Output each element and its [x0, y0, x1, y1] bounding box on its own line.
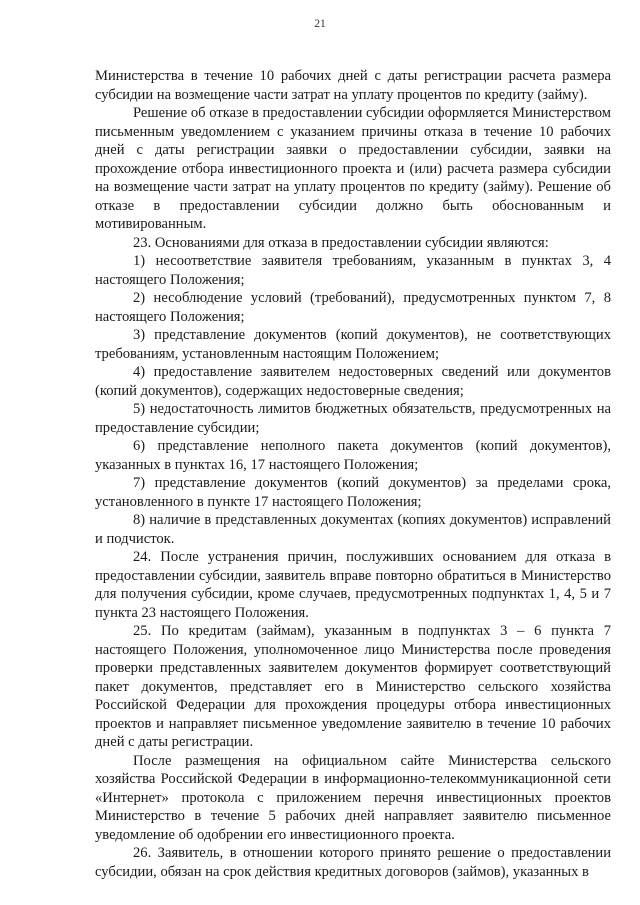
paragraph: Решение об отказе в предоставлении субсидии оформляется Министерством письменным уведомлением с указанием причины отказа в течение 10 рабочих дней с даты регистрации заявки о предоставлении субсидии, заявки на прохождение отбора инвестиционного проекта и (или) расчета размера субсидии на возмещение части затрат на уплату процентов по кредиту (займу). Решение об отказе в предоставлении субсидии должно быть обоснованным и мотивированным. — [95, 105, 611, 232]
page-number: 21 — [314, 18, 326, 30]
paragraph: Министерства в течение 10 рабочих дней с даты регистрации расчета размера субсидии на возмещение части затрат на уплату процентов по кредиту (займу). — [95, 68, 611, 103]
paragraph: После размещения на официальном сайте Министерства сельского хозяйства Российской Федерации в информационно-телекоммуникационной сети «Интернет» протокола с приложением перечня инвестиционных проектов Министерство в течение 5 рабочих дней направляет заявителю письменное уведомление об одобрении его инвестиционного проекта. — [95, 752, 611, 843]
paragraph: 26. Заявитель, в отношении которого принято решение о предоставлении субсидии, обязан на срок действия кредитных договоров (займов), указанных в — [95, 845, 611, 880]
list-item: 7) представление документов (копий документов) за пределами срока, установленного в пункте 17 настоящего Положения; — [95, 475, 611, 510]
list-item: 2) несоблюдение условий (требований), предусмотренных пунктом 7, 8 настоящего Положения; — [95, 290, 611, 325]
list-item: 5) недостаточность лимитов бюджетных обязательств, предусмотренных на предоставление субсидии; — [95, 401, 611, 436]
paragraph: 25. По кредитам (займам), указанным в подпунктах 3 – 6 пункта 7 настоящего Положения, уполномоченное лицо Министерства после проведения проверки представленных заявителем документов формирует соответствующий пакет документов, представляет его в Министерство сельского хозяйства Российской Федерации для прохождения процедуры отбора инвестиционных проектов и направляет письменное уведомление заявителю в течение 10 рабочих дней с даты регистрации. — [95, 623, 611, 750]
paragraph: 24. После устранения причин, послуживших основанием для отказа в предоставлении субсидии, заявитель вправе повторно обратиться в Министерство для получения субсидии, кроме случаев, предусмотренных подпунктах 1, 4, 5 и 7 пункта 23 настоящего Положения. — [95, 549, 611, 621]
list-item: 1) несоответствие заявителя требованиям, указанным в пунктах 3, 4 настоящего Положения; — [95, 253, 611, 288]
list-item: 4) предоставление заявителем недостоверных сведений или документов (копий документов), содержащих недостоверные сведения; — [95, 364, 611, 399]
list-item: 6) представление неполного пакета документов (копий документов), указанных в пунктах 16, 17 настоящего Положения; — [95, 438, 611, 473]
list-item: 8) наличие в представленных документах (копиях документов) исправлений и подчисток. — [95, 512, 611, 547]
list-item: 3) представление документов (копий документов), не соответствующих требованиям, установленным настоящим Положением; — [95, 327, 611, 362]
paragraph: 23. Основаниями для отказа в предоставлении субсидии являются: — [133, 234, 549, 251]
document-body — [95, 67, 611, 881]
